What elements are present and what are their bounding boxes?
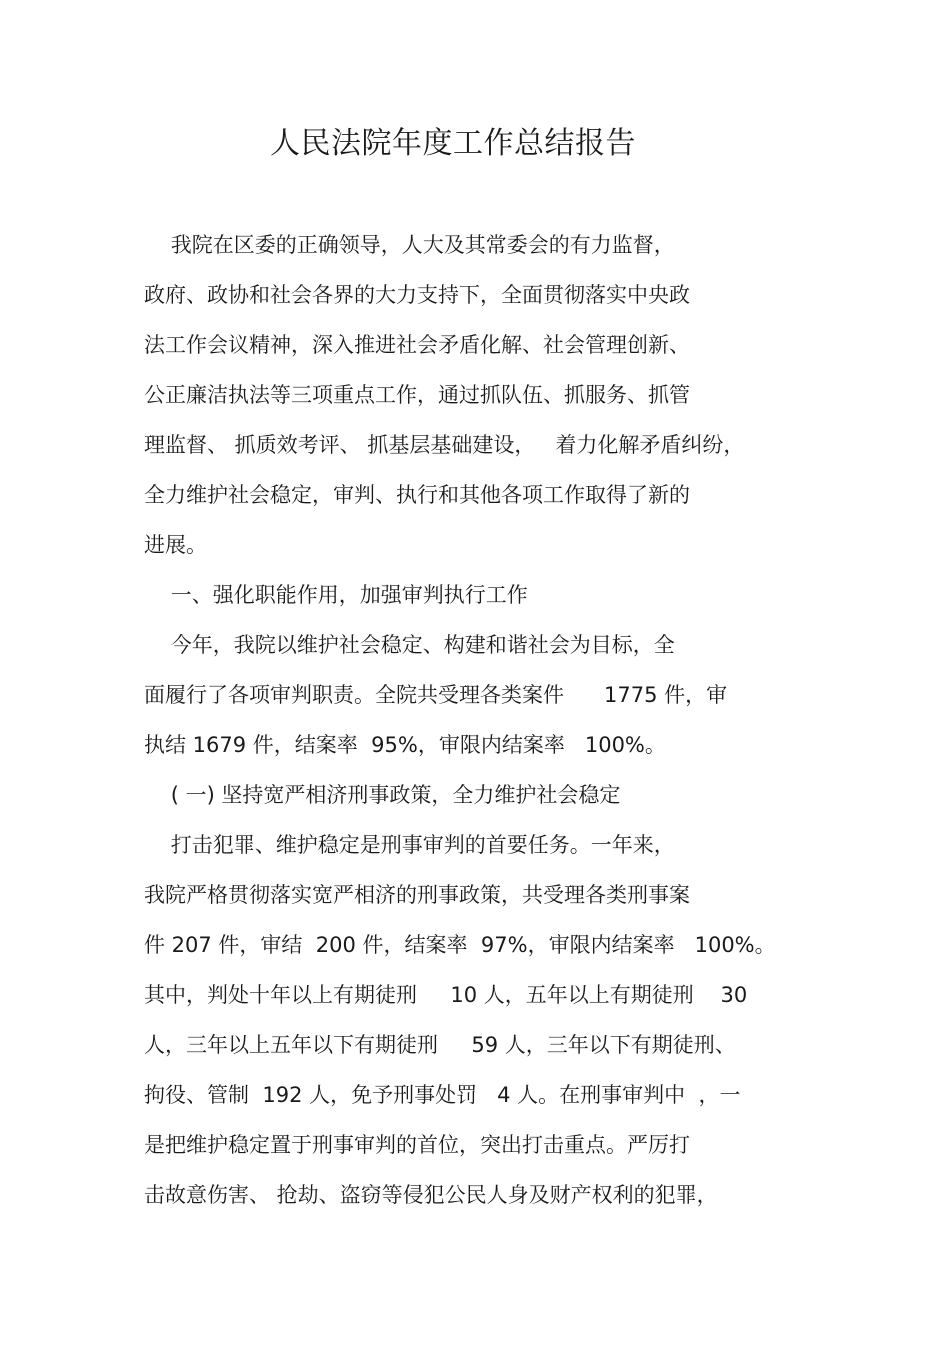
body-line: 人，三年以上五年以下有期徒刑 59 人，三年以下有期徒刑、: [144, 1033, 736, 1057]
body-line: 打击犯罪、维护稳定是刑事审判的首要任务。一年来，: [144, 833, 675, 857]
body-line: 是把维护稳定置于刑事审判的首位，突出打击重点。严厉打: [144, 1133, 690, 1157]
body-line: 我院严格贯彻落实宽严相济的刑事政策，共受理各类刑事案: [144, 883, 690, 907]
body-line: 进展。: [144, 533, 207, 557]
body-line: 其中，判处十年以上有期徒刑 10 人，五年以上有期徒刑 30: [144, 983, 748, 1007]
body-line: 件 207 件，审结 200 件，结案率 97%，审限内结案率 100%。: [144, 933, 776, 957]
body-line: 理监督、 抓质效考评、 抓基层基础建设， 着力化解矛盾纠纷，: [144, 433, 745, 457]
body-line: 一、强化职能作用，加强审判执行工作: [144, 583, 528, 607]
body-line: 全力维护社会稳定，审判、执行和其他各项工作取得了新的: [144, 483, 690, 507]
body-line: 公正廉洁执法等三项重点工作，通过抓队伍、抓服务、抓管: [144, 383, 690, 407]
body-line: 执结 1679 件，结案率 95%，审限内结案率 100%。: [144, 733, 666, 757]
body-line: 我院在区委的正确领导，人大及其常委会的有力监督，: [144, 233, 675, 257]
body-line: 面履行了各项审判职责。全院共受理各类案件 1775 件，审: [144, 683, 728, 707]
body-line: 击故意伤害、 抢劫、盗窃等侵犯公民人身及财产权利的犯罪，: [144, 1183, 718, 1207]
body-line: ( 一) 坚持宽严相济刑事政策，全力维护社会稳定: [144, 783, 621, 807]
body-line: 政府、政协和社会各界的大力支持下，全面贯彻落实中央政: [144, 283, 690, 307]
body-line: 今年，我院以维护社会稳定、构建和谐社会为目标，全: [144, 633, 675, 657]
document-title: 人民法院年度工作总结报告: [270, 126, 636, 161]
body-line: 拘役、管制 192 人，免予刑事处罚 4 人。在刑事审判中 ，一: [144, 1083, 741, 1107]
body-line: 法工作会议精神，深入推进社会矛盾化解、社会管理创新、: [144, 333, 690, 357]
